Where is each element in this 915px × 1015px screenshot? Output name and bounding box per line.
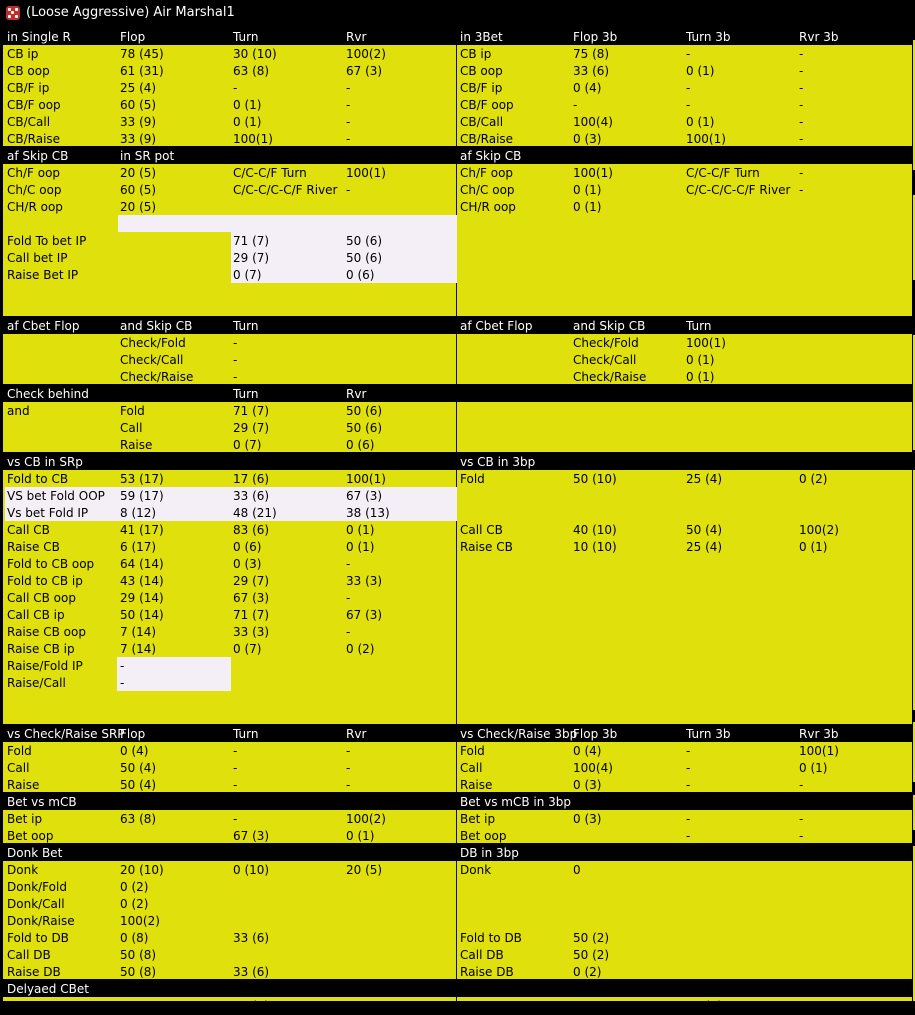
stat-value: Check/Call <box>573 353 637 367</box>
stat-value: 50 (6) <box>346 251 383 265</box>
stat-value: 0 (1) <box>346 540 375 554</box>
stat-label: Raise CB ip <box>7 642 75 656</box>
stat-label: Call <box>7 761 30 775</box>
stat-value: Check/Raise <box>120 370 194 384</box>
stat-value: - <box>346 115 351 129</box>
stat-label: Raise CB <box>460 540 513 554</box>
stat-value: 67 (3) <box>233 591 270 605</box>
stat-label: Ch/F oop <box>460 166 514 180</box>
stat-value: 40 (10) <box>573 523 617 537</box>
stat-value: 0 (1) <box>686 370 715 384</box>
stat-value: 71 (7) <box>233 608 270 622</box>
stat-value: 75 (8) <box>573 47 610 61</box>
stat-value: - <box>799 778 804 792</box>
stat-label: and <box>7 404 30 418</box>
section-divider <box>456 334 457 384</box>
stat-value: 0 (1) <box>799 761 828 775</box>
stat-value: 100(1) <box>686 336 726 350</box>
stat-value: 100(4) <box>573 761 613 775</box>
stat-value: - <box>799 812 804 826</box>
stat-label: Fold to DB <box>460 931 522 945</box>
stat-value: 0 (2) <box>573 965 602 979</box>
header-cell: af Skip CB <box>7 149 69 163</box>
section-header <box>3 317 912 334</box>
stat-label: CB oop <box>460 64 503 78</box>
stat-label: CB oop <box>7 64 50 78</box>
stat-label: Fold <box>460 472 485 486</box>
header-cell: Flop 3b <box>573 727 618 741</box>
stat-label: Call DB <box>7 948 51 962</box>
stat-value: 63 (8) <box>233 64 270 78</box>
stat-label: CB/F ip <box>460 81 503 95</box>
header-cell: Rvr 3b <box>799 727 839 741</box>
stat-value: Check/Call <box>120 353 184 367</box>
stat-value: 60 (5) <box>120 98 157 112</box>
section-header <box>3 385 912 402</box>
section-divider <box>456 997 457 1001</box>
stat-value: 29 (7) <box>233 574 270 588</box>
stat-value: 0 (6) <box>346 438 375 452</box>
stat-value: 83 (6) <box>233 523 270 537</box>
header-cell: vs Check/Raise SRP <box>7 727 125 741</box>
stat-label: Raise CB oop <box>7 625 86 639</box>
stat-value: 67 (3) <box>346 608 383 622</box>
stat-value: 33 (6) <box>233 489 270 503</box>
section-panel-right <box>457 810 912 843</box>
stat-label: Fold to CB <box>7 472 69 486</box>
header-cell: vs CB in SRp <box>7 455 83 469</box>
stat-value: 50 (4) <box>120 778 157 792</box>
stat-value: - <box>346 761 351 775</box>
stat-value: Check/Fold <box>573 336 639 350</box>
stat-value: 0 (6) <box>233 540 262 554</box>
header-cell: Rvr 3b <box>799 30 839 44</box>
header-cell: and Skip CB <box>120 319 193 333</box>
stat-value: 100(1) <box>233 132 273 146</box>
stat-value: 64 (14) <box>120 557 164 571</box>
stat-value: 0 (6) <box>346 268 375 282</box>
stat-value: 33 (6) <box>573 64 610 78</box>
stat-value: - <box>120 676 125 690</box>
header-cell: Rvr <box>346 727 367 741</box>
header-cell: in 3Bet <box>460 30 503 44</box>
stat-value: 33 (3) <box>233 625 270 639</box>
dice-icon <box>6 6 20 20</box>
stat-label: Call bet IP <box>7 251 68 265</box>
stat-value: - <box>346 591 351 605</box>
stat-value: 0 (1) <box>799 540 828 554</box>
stat-value: 71 (7) <box>233 234 270 248</box>
header-cell: Donk Bet <box>7 846 63 860</box>
stat-label: CH/R oop <box>7 200 63 214</box>
stat-value: - <box>346 81 351 95</box>
header-cell: in SR pot <box>120 149 175 163</box>
stat-value: - <box>346 132 351 146</box>
stat-value: 29 (14) <box>120 591 164 605</box>
stat-value: 0 (4) <box>573 744 602 758</box>
stat-value: 50 (2) <box>573 948 610 962</box>
stat-value: - <box>686 744 691 758</box>
stat-value: 63 (8) <box>120 812 157 826</box>
section-panel-left <box>3 402 456 452</box>
stat-value: 8 (12) <box>120 506 157 520</box>
section-header <box>3 793 912 810</box>
stat-value: 38 (13) <box>346 506 390 520</box>
stat-value: 50 (8) <box>120 948 157 962</box>
stat-value: 100(4) <box>573 115 613 129</box>
header-cell: Turn <box>233 387 259 401</box>
stat-label: Bet ip <box>460 812 496 826</box>
header-cell: Check behind <box>7 387 89 401</box>
section-panel-right <box>457 997 912 1001</box>
stat-value: 7 (14) <box>120 625 157 639</box>
section-header <box>3 453 912 470</box>
header-cell: Bet vs mCB in 3bp <box>460 795 572 809</box>
stat-value: 0 (10) <box>233 863 270 877</box>
stat-value: 0 (8) <box>120 931 149 945</box>
stat-label: Call DB <box>460 948 504 962</box>
stat-value: 50 (6) <box>346 421 383 435</box>
section-panel-right <box>457 334 912 384</box>
stat-value: 30 (10) <box>233 47 277 61</box>
stat-label: Raise DB <box>460 965 514 979</box>
highlight-cell <box>117 657 231 691</box>
stat-value: 100(1) <box>346 166 386 180</box>
stat-value: - <box>799 81 804 95</box>
stat-value: - <box>799 115 804 129</box>
stat-label: CH/R oop <box>460 200 516 214</box>
stat-value: 50 (4) <box>120 761 157 775</box>
header-cell: af Cbet Flop <box>460 319 533 333</box>
section-divider <box>456 810 457 843</box>
stat-value: 20 (5) <box>120 166 157 180</box>
stat-value: - <box>799 132 804 146</box>
stat-value: 48 (21) <box>233 506 277 520</box>
stat-value: 43 (14) <box>120 574 164 588</box>
section-divider <box>456 45 457 146</box>
header-cell: Turn 3b <box>686 30 731 44</box>
stat-value: 10 (10) <box>573 540 617 554</box>
stat-value: - <box>346 744 351 758</box>
stat-label: Donk <box>7 863 39 877</box>
section-panel-right <box>457 470 912 724</box>
stat-value: 20 (5) <box>346 863 383 877</box>
stat-value: 67 (3) <box>233 829 270 843</box>
stat-value: 67 (3) <box>346 64 383 78</box>
stat-value: 33 (9) <box>120 115 157 129</box>
stat-value: 100(1) <box>573 166 613 180</box>
stat-value: - <box>573 98 578 112</box>
stat-value: - <box>346 625 351 639</box>
stat-label: Bet ip <box>7 812 43 826</box>
stat-label: CB/F oop <box>7 98 61 112</box>
stat-value: - <box>686 761 691 775</box>
stat-label: Donk/Call <box>7 897 65 911</box>
header-cell: af Skip CB <box>460 149 522 163</box>
stat-label: Raise <box>7 778 40 792</box>
stat-label: Donk/Raise <box>7 914 75 928</box>
stat-value: Fold <box>120 404 145 418</box>
stat-value: - <box>233 761 238 775</box>
stat-label: Ch/C oop <box>7 183 62 197</box>
stat-value: Check/Fold <box>120 336 186 350</box>
title-bar <box>0 0 915 28</box>
window-title: (Loose Aggressive) Air Marshal1 <box>26 5 235 20</box>
header-cell: DB in 3bp <box>460 846 519 860</box>
stat-value: 0 (1) <box>686 353 715 367</box>
stat-value: 17 (6) <box>233 472 270 486</box>
stat-label: CB/F ip <box>7 81 50 95</box>
stat-value: 0 (4) <box>573 81 602 95</box>
stat-value: - <box>233 778 238 792</box>
header-cell: af Cbet Flop <box>7 319 80 333</box>
stat-value: 50 (14) <box>120 608 164 622</box>
stat-value: 100(1) <box>799 744 839 758</box>
section-panel-right <box>457 742 912 792</box>
stat-value: 6 (17) <box>120 540 157 554</box>
header-cell: Rvr <box>346 30 367 44</box>
stat-label: CB/Raise <box>7 132 61 146</box>
header-cell: and Skip CB <box>573 319 646 333</box>
stat-value: 100(2) <box>346 47 386 61</box>
stat-label: Raise <box>460 778 493 792</box>
stat-value: 71 (7) <box>233 404 270 418</box>
stat-value: Raise <box>120 438 153 452</box>
stat-value: 0 (1) <box>686 115 715 129</box>
stat-value: - <box>799 183 804 197</box>
section-panel-left <box>3 810 456 843</box>
stat-label: Fold to CB oop <box>7 557 95 571</box>
stat-value: 7 (14) <box>120 642 157 656</box>
stat-value: - <box>120 659 125 673</box>
stat-value: 0 (1) <box>573 200 602 214</box>
header-cell: vs CB in 3bp <box>460 455 536 469</box>
stat-value: 25 (4) <box>686 540 723 554</box>
section-panel-right <box>457 45 912 146</box>
section-panel-right <box>457 402 912 452</box>
section-divider <box>456 402 457 452</box>
stat-label: Call CB ip <box>7 608 65 622</box>
stat-value: - <box>346 98 351 112</box>
stat-value: 0 (4) <box>120 744 149 758</box>
stat-label: Vs bet Fold IP <box>7 506 89 520</box>
stat-label: Fold <box>460 744 485 758</box>
stat-label: Raise CB <box>7 540 60 554</box>
stat-value: 100(2) <box>120 914 160 928</box>
header-cell: Delyaed CBet <box>7 982 89 996</box>
section-header <box>3 980 912 997</box>
stat-value: 25 (4) <box>686 472 723 486</box>
stat-value: - <box>233 744 238 758</box>
stat-label: Raise/Fold IP <box>7 659 83 673</box>
section-header <box>3 725 912 742</box>
stat-value: 33 (9) <box>120 132 157 146</box>
stat-label: Call CB <box>7 523 50 537</box>
stat-value: 50 (6) <box>346 404 383 418</box>
section-header <box>3 28 912 45</box>
stat-label: Raise DB <box>7 965 61 979</box>
stat-value: 0 (1) <box>346 523 375 537</box>
stat-value: 29 (7) <box>233 251 270 265</box>
stat-label: Raise Bet IP <box>7 268 79 282</box>
stat-label: Raise/Call <box>7 676 66 690</box>
stat-value: 100(2) <box>346 812 386 826</box>
stat-value: 60 (5) <box>120 183 157 197</box>
header-cell: Flop 3b <box>573 30 618 44</box>
stat-value: Check/Raise <box>573 370 647 384</box>
stat-label: Call CB oop <box>7 591 76 605</box>
stat-value: - <box>686 98 691 112</box>
stat-value: 25 (4) <box>120 81 157 95</box>
stat-value: - <box>233 353 238 367</box>
header-cell: Turn <box>686 319 712 333</box>
stat-value: 0 (2) <box>346 642 375 656</box>
stat-label: Bet oop <box>460 829 507 843</box>
header-cell: Turn <box>233 319 259 333</box>
stat-value: 20 (5) <box>686 999 723 1013</box>
stat-value: 33 (3) <box>346 574 383 588</box>
stat-value: 0 (1) <box>233 115 262 129</box>
stat-value: 0 (1) <box>346 829 375 843</box>
stat-value: 0 (2) <box>120 880 149 894</box>
header-cell: Turn <box>233 30 259 44</box>
stat-value: C/C-C/C-C/F River <box>686 183 791 197</box>
stat-label: Fold To bet IP <box>7 234 87 248</box>
stat-label: Fold <box>7 744 32 758</box>
stat-label: Bet oop <box>7 829 54 843</box>
stat-label: CB/Call <box>7 115 51 129</box>
section-header <box>3 147 912 164</box>
stat-value: 78 (45) <box>120 47 164 61</box>
stat-value: C/C-C/C-C/F River <box>233 183 338 197</box>
stat-value: - <box>799 166 804 180</box>
stat-label: CB/Raise <box>460 132 514 146</box>
stat-value: 33 (6) <box>233 931 270 945</box>
stat-value: 0 <box>573 863 581 877</box>
stat-value: 50 (6) <box>346 234 383 248</box>
stat-value: 0 (1) <box>573 183 602 197</box>
stat-value: 0 (7) <box>233 438 262 452</box>
stat-value: 59 (17) <box>120 489 164 503</box>
stat-value: 0 (2) <box>120 897 149 911</box>
stat-value: 50 (4) <box>686 523 723 537</box>
section-divider <box>456 861 457 979</box>
stat-value: 20 (5) <box>120 200 157 214</box>
stat-value: C/C-C/F Turn <box>686 166 760 180</box>
stat-value: 100(1) <box>686 132 726 146</box>
section-header <box>3 844 912 861</box>
header-cell: Turn <box>233 727 259 741</box>
header-cell: in Single R <box>7 30 71 44</box>
header-cell: Turn 3b <box>686 727 731 741</box>
section-panel-left <box>3 742 456 792</box>
section-panel-right <box>457 861 912 979</box>
stat-value: - <box>686 81 691 95</box>
stat-value: 0 (1) <box>686 64 715 78</box>
stat-value: - <box>686 812 691 826</box>
stat-value: 50 (2) <box>573 931 610 945</box>
stat-label: VS bet Fold OOP <box>7 489 105 503</box>
stat-label: CB/Call <box>460 115 504 129</box>
header-cell: vs Check/Raise 3bp <box>460 727 578 741</box>
header-cell: Rvr <box>346 387 367 401</box>
stat-value: 67 (3) <box>346 489 383 503</box>
stat-value: 0 (7) <box>233 268 262 282</box>
stat-value: - <box>346 557 351 571</box>
section-divider <box>456 742 457 792</box>
stat-value: 0 (2) <box>799 472 828 486</box>
stat-value: 50 (8) <box>233 999 270 1013</box>
stat-label: Call <box>460 761 483 775</box>
stat-value: 0 (7) <box>233 642 262 656</box>
stat-label: Donk/Fold <box>7 880 67 894</box>
stat-label: CB ip <box>7 47 39 61</box>
stat-label: Donk <box>460 863 492 877</box>
stat-value: 100(2) <box>799 523 839 537</box>
stat-value: - <box>686 829 691 843</box>
section-panel-left <box>3 45 456 146</box>
stat-value: C/C-C/F Turn <box>233 166 307 180</box>
stat-label: Call CB <box>460 523 503 537</box>
section-panel-left <box>3 334 456 384</box>
stat-value: 20 (10) <box>120 863 164 877</box>
stat-value: 41 (17) <box>120 523 164 537</box>
stat-value: - <box>686 47 691 61</box>
header-cell: Flop <box>120 30 146 44</box>
stat-value: 29 (7) <box>233 421 270 435</box>
stat-value: 0 (1) <box>233 98 262 112</box>
stat-value: - <box>346 778 351 792</box>
stat-value: 0 (3) <box>573 812 602 826</box>
stat-value: 0 (3) <box>573 132 602 146</box>
stat-value: - <box>799 829 804 843</box>
stat-value: - <box>799 64 804 78</box>
stat-value: - <box>799 98 804 112</box>
stat-value: - <box>686 778 691 792</box>
stat-value: 61 (31) <box>120 64 164 78</box>
stat-value: - <box>233 81 238 95</box>
stat-label: Fold to DB <box>7 931 69 945</box>
stat-label: Ch/F oop <box>7 166 61 180</box>
stat-label: Fold to CB ip <box>7 574 83 588</box>
stat-value: - <box>799 47 804 61</box>
stat-value: 50 (8) <box>120 965 157 979</box>
header-cell: Flop <box>120 727 146 741</box>
stat-value: 0 (3) <box>573 778 602 792</box>
stat-value: - <box>233 370 238 384</box>
header-cell: Bet vs mCB <box>7 795 77 809</box>
stat-label: Ch/C oop <box>460 183 515 197</box>
stat-label: CB ip <box>460 47 492 61</box>
stat-value: 0 (3) <box>233 557 262 571</box>
stat-value: 100(1) <box>346 472 386 486</box>
stat-value: 33 (6) <box>233 965 270 979</box>
stat-value: - <box>233 812 238 826</box>
stat-value: 50 (10) <box>573 472 617 486</box>
stat-value: - <box>346 183 351 197</box>
stat-value: - <box>233 336 238 350</box>
highlight-cell <box>118 215 457 232</box>
stat-label: CB/F oop <box>460 98 514 112</box>
section-panel-right <box>457 164 912 316</box>
stat-value: 53 (17) <box>120 472 164 486</box>
stat-value: Call <box>120 421 143 435</box>
